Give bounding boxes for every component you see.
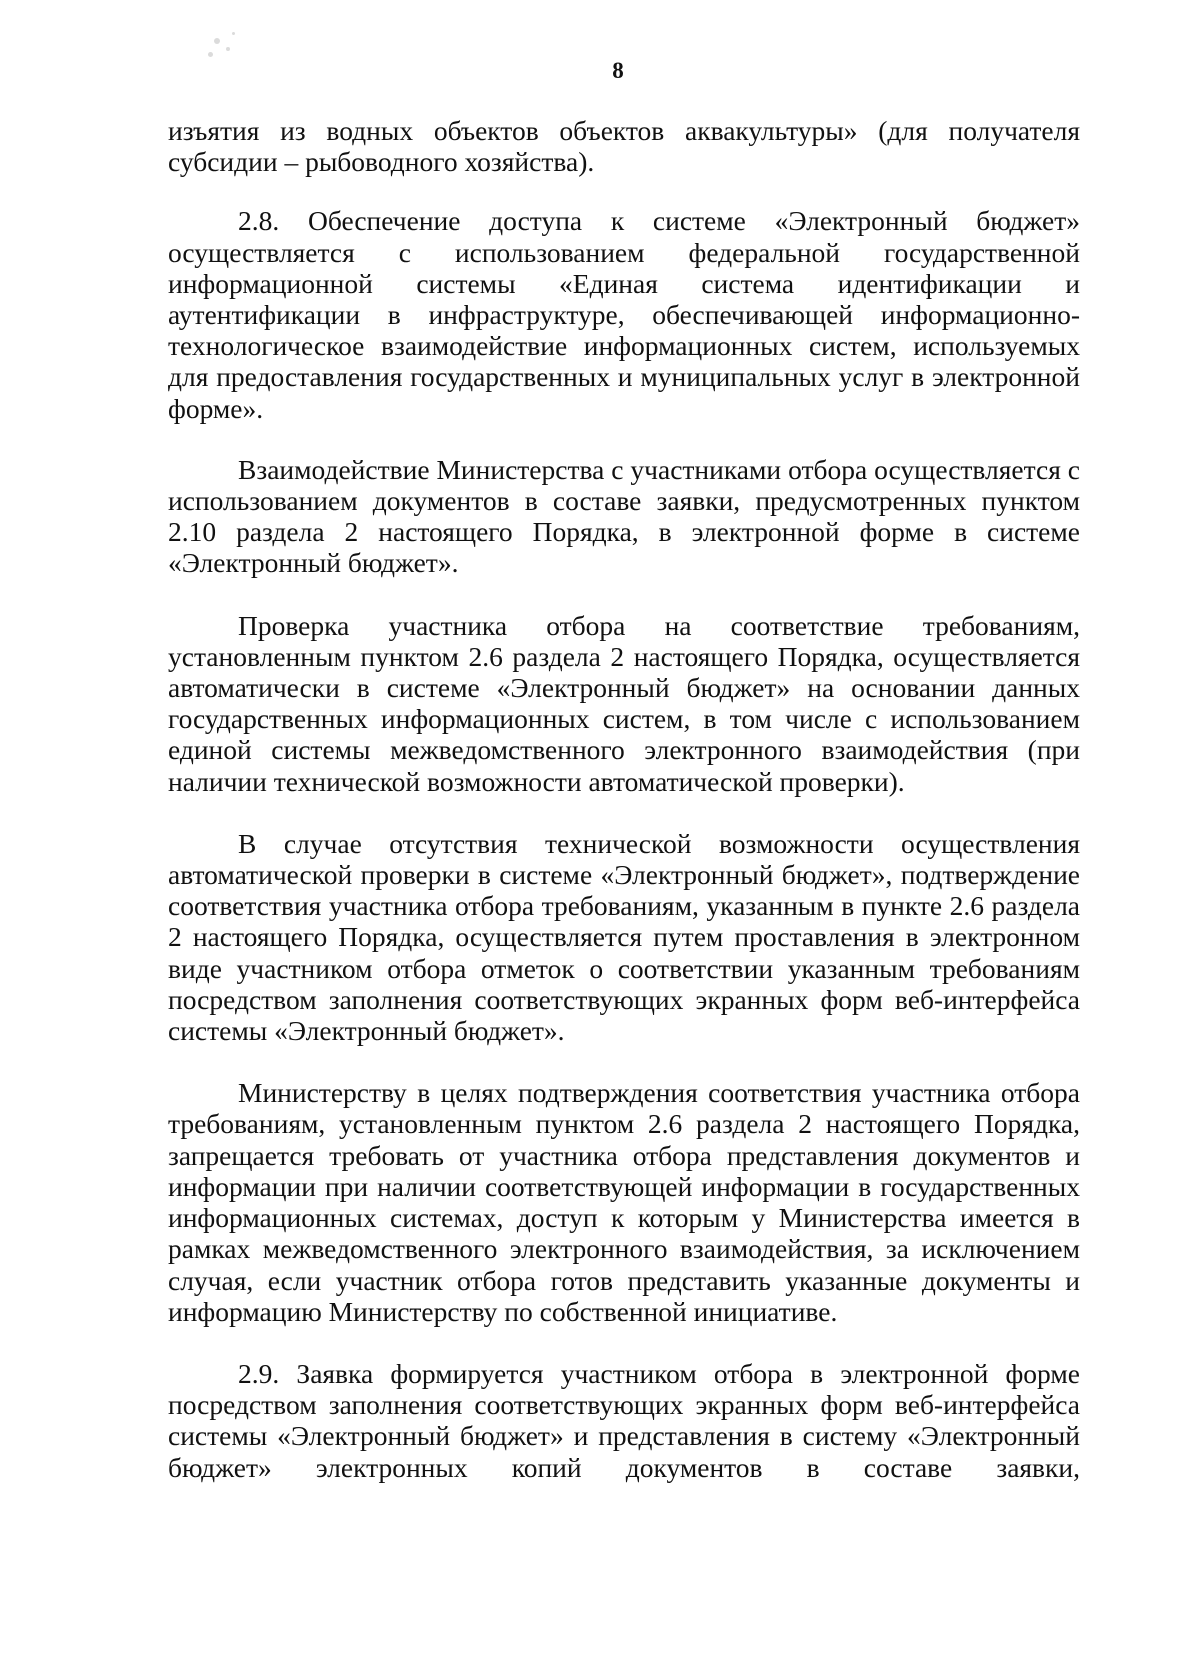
paragraph-interaction: Взаимодействие Министерства с участниками отбора осуществляется с использованием документов в составе заявки, предусмотренных пунктом 2.10 раздела 2 настоящего Порядка, в электронной форме в системе «Электронный бюджет». (168, 453, 1080, 579)
paragraph-no-technical-possibility: В случае отсутствия технической возможности осуществления автоматической проверки в системе «Электронный бюджет», подтверждение соответствия участника отбора требованиям, указанным в пункте 2.6 раздела 2 настоящего Порядка, осуществляется путем проставления в электронном виде участником отбора отметок о соответствии указанным требованиям посредством заполнения соответствующих экранных форм веб-интерфейса системы «Электронный бюджет». (168, 827, 1080, 1047)
paragraph-continuation: изъятия из водных объектов объектов аквакультуры» (для получателя субсидии – рыбоводного хозяйства). (168, 115, 1080, 178)
scan-artifact (232, 32, 235, 35)
paragraph-verification: Проверка участника отбора на соответствие требованиям, установленным пунктом 2.6 раздела 2 настоящего Порядка, осуществляется автоматически в системе «Электронный бюджет» на основании данных государственных информационных систем, в том числе с использованием единой системы межведомственного электронного взаимодействия (при наличии технической возможности автоматической проверки). (168, 609, 1080, 797)
paragraph-2-8: 2.8. Обеспечение доступа к системе «Электронный бюджет» осуществляется с использованием федеральной государственной информационной системы «Единая система идентификации и аутентификации в инфраструктуре, обеспечивающей информационно-технологическое взаимодействие информационных систем, используемых для предоставления государственных и муниципальных услуг в электронной форме». (168, 205, 1080, 424)
paragraph-ministry-prohibition: Министерству в целях подтверждения соответствия участника отбора требованиям, установленным пунктом 2.6 раздела 2 настоящего Порядка, запрещается требовать от участника отбора представления документов и информации при наличии соответствующей информации в государственных информационных системах, доступ к которым у Министерства имеется в рамках межведомственного электронного взаимодействия, за исключением случая, если участник отбора готов представить указанные документы и информацию Министерству по собственной инициативе. (168, 1077, 1080, 1327)
page-number: 8 (612, 58, 624, 83)
document-body (168, 115, 1080, 1483)
scan-artifact (214, 38, 220, 44)
scan-artifact (226, 47, 230, 51)
scan-artifact (208, 52, 213, 57)
paragraph-2-9: 2.9. Заявка формируется участником отбора в электронной форме посредством заполнения соответствующих экранных форм веб-интерфейса системы «Электронный бюджет» и представления в систему «Электронный бюджет» электронных копий документов в составе заявки, (168, 1357, 1080, 1483)
